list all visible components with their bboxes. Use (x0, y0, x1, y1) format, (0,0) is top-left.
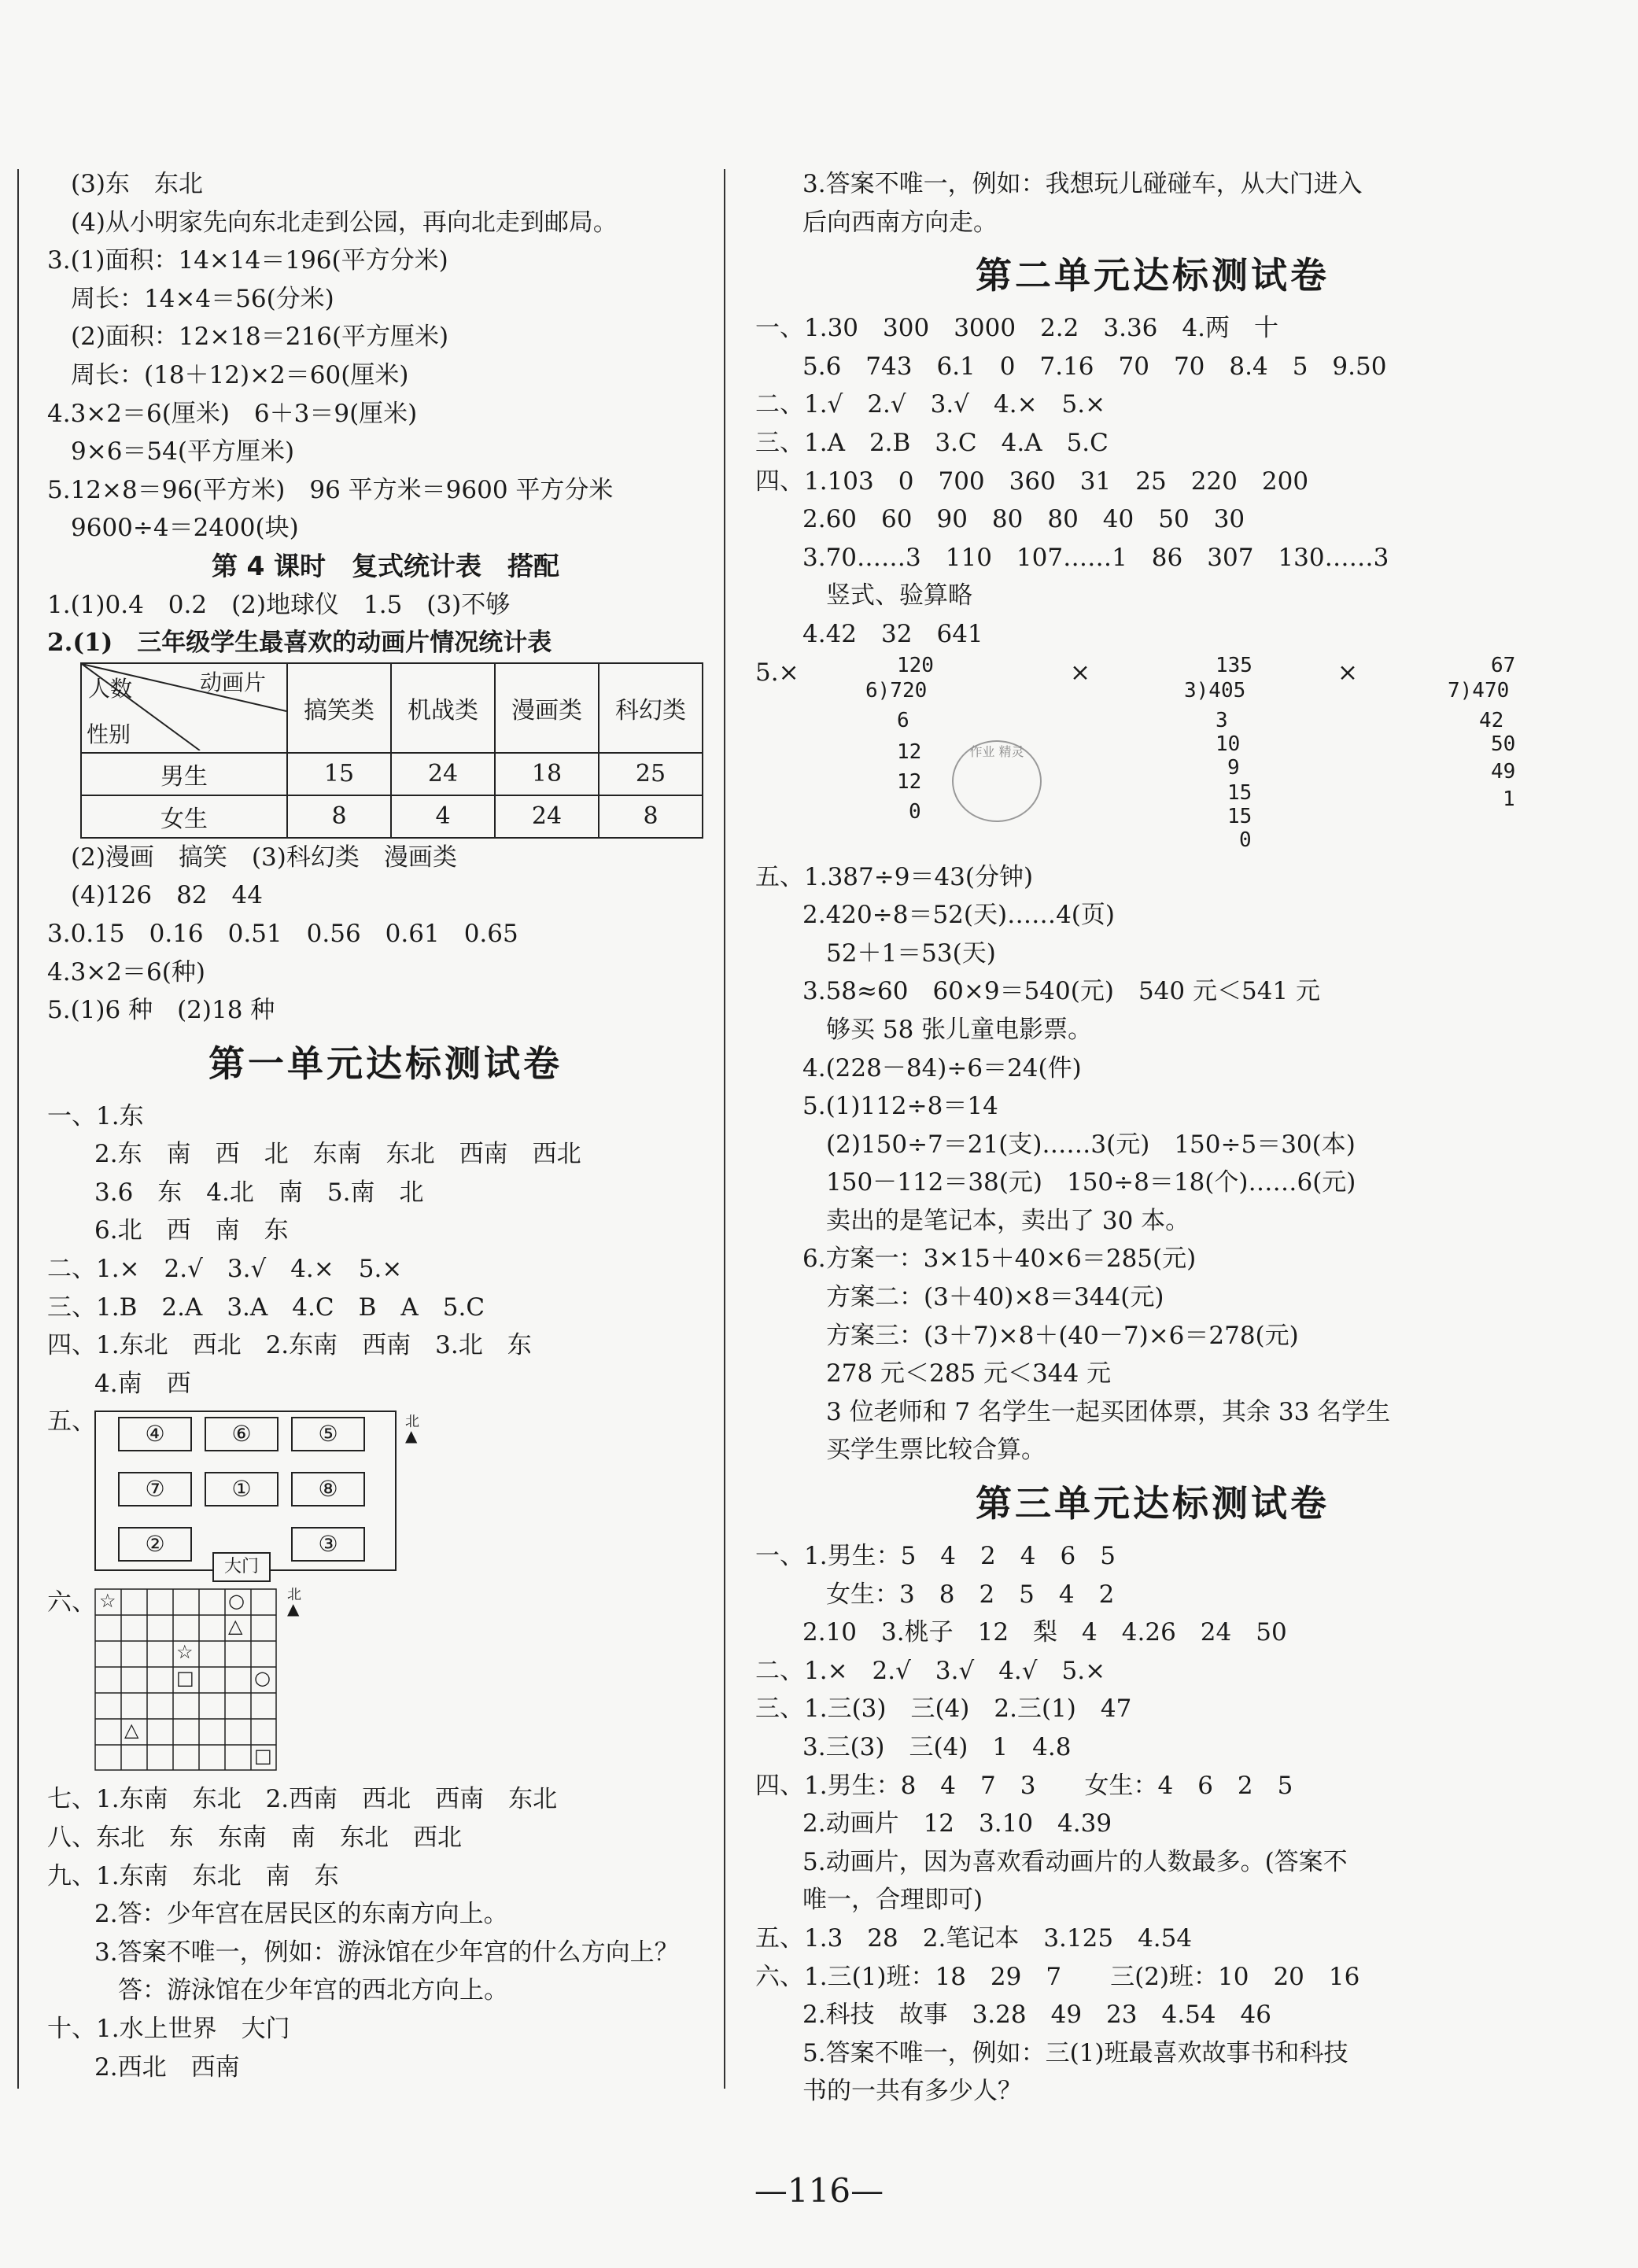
lesson4-answers (47, 586, 724, 662)
cross-mark: × (1070, 658, 1090, 687)
division-step: 49 (1491, 759, 1516, 784)
q5-map (47, 1403, 724, 1584)
circle-symbol: ○ (228, 1590, 245, 1613)
unit2-answers (755, 309, 1550, 653)
table-row (81, 753, 703, 795)
answer-line: 4.42 32 641 (802, 619, 983, 648)
cross-mark: × (1337, 658, 1358, 687)
table-cell: 18 (495, 753, 599, 795)
table-cell: 25 (599, 753, 703, 795)
unit2-more-answers (755, 858, 1550, 1470)
answer-line: 2.10 3.桃子 12 梨 4 4.26 24 50 (802, 1618, 1287, 1647)
room: ① (205, 1472, 279, 1506)
answer-line: 2.答：少年宫在居民区的东南方向上。 (94, 1900, 508, 1929)
q5-label: 五、 (47, 1407, 96, 1436)
answer-line: 9×6＝54(平方厘米) (71, 437, 295, 467)
table-corner-cell (81, 663, 287, 753)
circle-symbol: ○ (254, 1667, 271, 1690)
answer-line: (3)东 东北 (71, 170, 203, 198)
answer-line: (2)面积：12×18＝216(平方厘米) (71, 323, 449, 352)
left-column (47, 165, 724, 2086)
answer-line: 2.科技 故事 3.28 49 23 4.54 46 (802, 2001, 1271, 2030)
room: ④ (118, 1417, 192, 1451)
answer-line: 后向西南方向走。 (802, 208, 998, 237)
table-cell: 4 (391, 795, 495, 838)
answer-line: 八、东北 东 东南 南 东北 西北 (47, 1824, 462, 1853)
answer-line: 4.3×2＝6(种) (47, 957, 205, 986)
quotient: 135 (1216, 653, 1252, 677)
division-step: 12 (897, 739, 922, 764)
answer-line: 一、1.东 (47, 1101, 144, 1130)
answer-line: 3.58≈60 60×9＝540(元) 540 元＜541 元 (802, 977, 1320, 1006)
answer-line: 五、1.387÷9＝43(分钟) (755, 862, 1034, 891)
division-step: 42 (1479, 708, 1504, 732)
division-expr: 3)405 (1184, 678, 1246, 703)
division-expr: 7)470 (1448, 678, 1510, 703)
answer-line: (4)从小明家先向东北走到公园，再向北走到邮局。 (71, 208, 618, 237)
room: ⑦ (118, 1472, 192, 1506)
table-row (81, 795, 703, 838)
division-expr: 6)720 (865, 678, 928, 703)
division-step: 12 (897, 769, 922, 794)
answer-line: 3.6 东 4.北 南 5.南 北 (94, 1178, 424, 1207)
room: ⑧ (291, 1472, 365, 1506)
answer-line: 女生：3 8 2 5 4 2 (826, 1580, 1115, 1609)
answer-line: 四、1.男生：8 4 7 3 女生：4 6 2 5 (755, 1771, 1293, 1800)
corner-bottom-label: 性别 (87, 721, 131, 747)
answer-line: 2.(1) 三年级学生最喜欢的动画片情况统计表 (47, 629, 552, 658)
row-label: 女生 (81, 795, 287, 838)
answer-line: 4.3×2＝6(厘米) 6＋3＝9(厘米) (47, 399, 418, 428)
division-step: 15 (1227, 804, 1252, 828)
left-margin-rule (17, 169, 19, 2089)
answer-line: 9600÷4＝2400(块) (71, 514, 299, 543)
lesson4-more-answers (47, 839, 724, 1030)
triangle-symbol: △ (124, 1719, 139, 1742)
column-divider (724, 169, 725, 2089)
answer-line: 三、1.B 2.A 3.A 4.C B A 5.C (47, 1293, 485, 1322)
table-header: 漫画类 (495, 663, 599, 753)
division-step: 1 (1503, 787, 1515, 811)
answer-line: 九、1.东南 东北 南 东 (47, 1861, 339, 1890)
answer-line: 5.(1)112÷8＝14 (802, 1092, 998, 1121)
unit1-title: 第一单元达标测试卷 (208, 1042, 563, 1085)
answer-line: 3.(1)面积：14×14＝196(平方分米) (47, 246, 448, 275)
answer-line: 5.12×8＝96(平方米) 96 平方米＝9600 平方分米 (47, 475, 614, 504)
answer-line: 2.东 南 西 北 东南 东北 西南 西北 (94, 1140, 581, 1169)
star-symbol: ☆ (99, 1590, 116, 1613)
answer-line: 1.(1)0.4 0.2 (2)地球仪 1.5 (3)不够 (47, 590, 511, 619)
table-header: 搞笑类 (287, 663, 391, 753)
answers-continued (47, 165, 724, 548)
answer-line: 二、1.× 2.√ 3.√ 4.× 5.× (47, 1255, 403, 1284)
answer-line: 278 元＜285 元＜344 元 (826, 1359, 1112, 1388)
unit1-last-answer (755, 165, 1550, 242)
answer-line: 买学生票比较合算。 (826, 1436, 1046, 1465)
table-header: 科幻类 (599, 663, 703, 753)
answer-line: 3 位老师和 7 名学生一起买团体票，其余 33 名学生 (826, 1397, 1391, 1426)
answer-line: 答：游泳馆在少年宫的西北方向上。 (118, 1976, 508, 2005)
division-step: 3 (1216, 708, 1228, 732)
answer-line: 2.60 60 90 80 80 40 50 30 (802, 505, 1245, 534)
table-cell: 24 (495, 795, 599, 838)
answer-line: 四、1.103 0 700 360 31 25 220 200 (755, 467, 1309, 496)
q6-label: 六、 (47, 1588, 96, 1617)
unit1-more-answers (47, 1780, 724, 2086)
answer-line: 够买 58 张儿童电影票。 (826, 1015, 1093, 1044)
room: ③ (291, 1527, 365, 1562)
answer-line: 竖式、验算略 (826, 581, 972, 610)
table-cell: 8 (599, 795, 703, 838)
division-step: 0 (1239, 828, 1252, 852)
unit3-answers (755, 1537, 1550, 2111)
answer-line: 5.6 743 6.1 0 7.16 70 70 8.4 5 9.50 (802, 352, 1387, 381)
page-number: —116— (754, 2171, 884, 2210)
answer-line: 唯一，合理即可) (802, 1886, 983, 1915)
lesson4-title: 第 4 课时 复式统计表 搭配 (212, 550, 559, 581)
answer-line: 周长：14×4＝56(分米) (71, 284, 334, 313)
room: ② (118, 1527, 192, 1562)
star-symbol: ☆ (176, 1641, 194, 1664)
quotient: 120 (897, 653, 934, 677)
q6-grid (47, 1584, 724, 1780)
north-arrow-icon: ▲ (287, 1599, 300, 1619)
north-arrow-icon: ▲ (405, 1426, 418, 1446)
answer-line: 3.0.15 0.16 0.51 0.56 0.61 0.65 (47, 919, 518, 948)
answer-line: 六、1.三(1)班：18 29 7 三(2)班：10 20 16 (755, 1962, 1360, 1991)
table-cell: 24 (391, 753, 495, 795)
q5-label: 5.× (755, 658, 799, 687)
triangle-symbol: △ (228, 1615, 243, 1638)
answer-line: 四、1.东北 西北 2.东南 西南 3.北 东 (47, 1331, 532, 1360)
quotient: 67 (1491, 653, 1516, 677)
answer-line: 五、1.3 28 2.笔记本 3.125 4.54 (755, 1923, 1193, 1953)
division-step: 0 (909, 799, 921, 824)
answer-line: 5.(1)6 种 (2)18 种 (47, 996, 275, 1025)
north-arrow-label: 北 (405, 1414, 419, 1431)
answer-line: 卖出的是笔记本，卖出了 30 本。 (826, 1206, 1190, 1235)
square-symbol: □ (176, 1667, 194, 1690)
unit1-answers (47, 1097, 724, 1403)
answer-line: 方案三：(3＋7)×8＋(40－7)×6＝278(元) (826, 1321, 1299, 1350)
room: ⑥ (205, 1417, 279, 1451)
table-cell: 8 (287, 795, 391, 838)
answer-line: 2.动画片 12 3.10 4.39 (802, 1809, 1112, 1838)
square-symbol: □ (254, 1745, 272, 1768)
answer-line: 52＋1＝53(天) (826, 939, 996, 968)
answer-line: (4)126 82 44 (71, 881, 263, 910)
answer-line: 三、1.三(3) 三(4) 2.三(1) 47 (755, 1695, 1132, 1724)
answer-line: 三、1.A 2.B 3.C 4.A 5.C (755, 428, 1109, 457)
stat-table (80, 662, 703, 839)
watermark-stamp (952, 740, 1042, 822)
answer-line: 周长：(18＋12)×2＝60(厘米) (71, 360, 409, 389)
answer-line: 4.南 西 (94, 1369, 191, 1398)
gate: 大门 (212, 1552, 271, 1582)
division-step: 6 (897, 708, 909, 732)
north-arrow-label: 北 (287, 1587, 301, 1604)
answer-line: 6.北 西 南 东 (94, 1216, 289, 1245)
unit2-title: 第二单元达标测试卷 (976, 254, 1330, 297)
answer-line: 3.答案不唯一，例如：游泳馆在少年宫的什么方向上？ (94, 1938, 679, 1967)
answer-line: 七、1.东南 东北 2.西南 西北 西南 东北 (47, 1785, 558, 1814)
answer-line: 6.方案一：3×15＋40×6＝285(元) (802, 1245, 1197, 1274)
answer-line: (2)漫画 搞笑 (3)科幻类 漫画类 (71, 843, 457, 872)
answer-line: 二、1.√ 2.√ 3.√ 4.× 5.× (755, 390, 1106, 419)
answer-line: 3.答案不唯一，例如：我想玩儿碰碰车，从大门进入 (802, 170, 1363, 198)
answer-line: 2.西北 西南 (94, 2052, 240, 2082)
answer-line: 3.70……3 110 107……1 86 307 130……3 (802, 543, 1389, 572)
division-step: 50 (1491, 732, 1516, 756)
division-step: 10 (1216, 732, 1241, 756)
right-column (755, 165, 1550, 2111)
answer-line: 书的一共有多少人？ (802, 2077, 1022, 2106)
answer-line: 5.动画片，因为喜欢看动画片的人数最多。(答案不 (802, 1847, 1348, 1876)
table-cell: 15 (287, 753, 391, 795)
answer-line: 150－112＝38(元) 150÷8＝18(个)……6(元) (826, 1168, 1356, 1197)
answer-line: 3.三(3) 三(4) 1 4.8 (802, 1733, 1072, 1761)
answer-line: 一、1.男生：5 4 2 4 6 5 (755, 1542, 1116, 1571)
answer-line: 4.(228－84)÷6＝24(件) (802, 1053, 1082, 1082)
long-division-checks (755, 654, 1550, 858)
corner-mid-label: 人数 (88, 675, 133, 702)
stamp-text: 作业 精灵 (969, 743, 1024, 759)
answer-line: 二、1.× 2.√ 3.√ 4.√ 5.× (755, 1656, 1106, 1685)
division-step: 9 (1227, 755, 1240, 780)
answer-line: 一、1.30 300 3000 2.2 3.36 4.两 十 (755, 314, 1278, 343)
room: ⑤ (291, 1417, 365, 1451)
table-header: 机战类 (391, 663, 495, 753)
unit3-title: 第三单元达标测试卷 (976, 1482, 1330, 1525)
answer-line: (2)150÷7＝21(支)……3(元) 150÷5＝30(本) (826, 1130, 1356, 1159)
answer-line: 5.答案不唯一，例如：三(1)班最喜欢故事书和科技 (802, 2038, 1348, 2067)
answer-line: 方案二：(3＋40)×8＝344(元) (826, 1283, 1164, 1312)
answer-line: 2.420÷8＝52(天)……4(页) (802, 901, 1115, 930)
division-step: 15 (1227, 780, 1252, 805)
corner-top-label: 动画片 (200, 669, 267, 695)
row-label: 男生 (81, 753, 287, 795)
answer-line: 十、1.水上世界 大门 (47, 2015, 290, 2043)
